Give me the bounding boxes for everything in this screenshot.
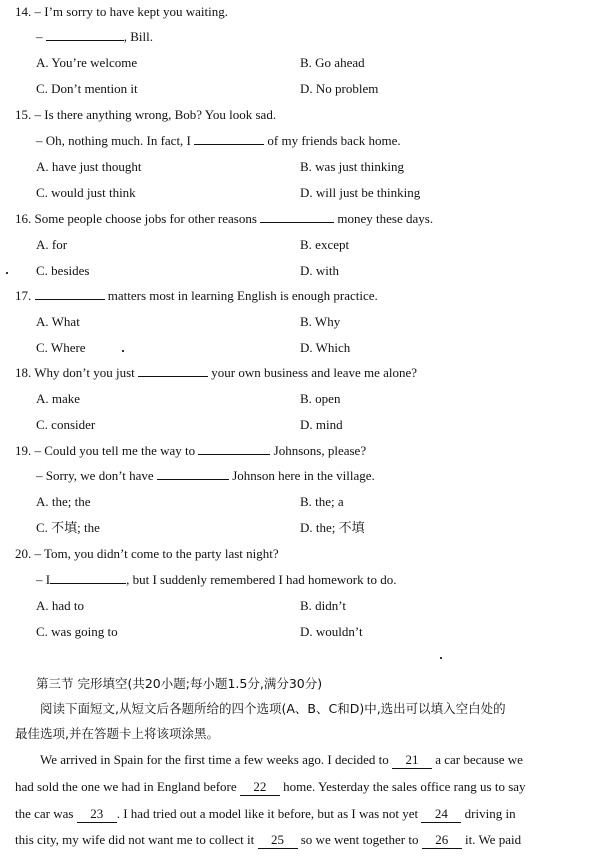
option-a: A. make xyxy=(36,391,81,406)
question-number: 20. xyxy=(15,546,32,561)
answer-blank xyxy=(198,443,270,455)
question-number: 19. xyxy=(15,443,32,458)
blank-25: 25 xyxy=(258,832,298,849)
option-a: A. for xyxy=(36,237,68,252)
option-c: C. 不填; the xyxy=(36,520,100,535)
option-c: C. besides xyxy=(36,263,90,278)
passage-text: so we went together to xyxy=(300,832,419,847)
option-d: D. will just be thinking xyxy=(300,185,421,200)
option-c: C. Where xyxy=(36,340,86,355)
question-19 xyxy=(15,443,366,459)
option-b: B. was just thinking xyxy=(300,159,405,174)
question-15 xyxy=(15,107,276,123)
question-prompt: – Is there anything wrong, Bob? You look sad. xyxy=(34,107,277,122)
passage-text: driving in xyxy=(464,806,516,821)
blank-22: 22 xyxy=(240,779,280,796)
reply-prefix: – Sorry, we don’t have xyxy=(36,468,154,483)
option-b: B. Why xyxy=(300,314,341,329)
option-d: D. wouldn’t xyxy=(300,624,363,639)
option-b: B. didn’t xyxy=(300,598,346,613)
section-instruction: 阅读下面短文,从短文后各题所给的四个选项(A、B、C和D)中,选出可以填入空白处的 xyxy=(40,701,506,716)
answer-blank xyxy=(35,288,105,300)
passage-text: We arrived in Spain for the first time a few weeks ago. I decided to xyxy=(40,752,389,767)
reply-suffix: of my friends back home. xyxy=(267,133,401,148)
option-d: D. the; 不填 xyxy=(300,520,365,535)
option-d: D. No problem xyxy=(300,81,379,96)
reply-suffix: , Bill. xyxy=(123,29,154,44)
question-number: 16. xyxy=(15,211,32,226)
question-prompt-suffix: your own business and leave me alone? xyxy=(211,365,418,380)
answer-blank xyxy=(138,365,208,377)
option-a: A. What xyxy=(36,314,80,329)
passage-text: it. We paid xyxy=(464,832,522,847)
question-prompt-suffix: money these days. xyxy=(337,211,434,226)
blank-23: 23 xyxy=(77,806,117,823)
answer-blank xyxy=(46,29,124,41)
reply-prefix: – Oh, nothing much. In fact, I xyxy=(36,133,191,148)
option-a: A. had to xyxy=(36,598,85,613)
passage-line-4 xyxy=(15,832,521,849)
question-20 xyxy=(15,546,279,562)
option-a: A. have just thought xyxy=(36,159,142,174)
option-c: C. would just think xyxy=(36,185,136,200)
question-14 xyxy=(15,4,228,20)
blank-26: 26 xyxy=(422,832,462,849)
passage-text: this city, my wife did not want me to collect it xyxy=(15,832,255,847)
blank-24: 24 xyxy=(421,806,461,823)
answer-blank xyxy=(157,468,229,480)
question-prompt: – I’m sorry to have kept you waiting. xyxy=(34,4,229,19)
passage-text: had sold the one we had in England before xyxy=(15,779,237,794)
reply-prefix: – xyxy=(36,29,43,44)
question-15-reply xyxy=(36,133,401,149)
scan-speck xyxy=(122,350,124,352)
question-14-reply xyxy=(36,29,153,45)
question-number: 15. xyxy=(15,107,32,122)
passage-text: a car because we xyxy=(435,752,523,767)
scan-speck xyxy=(6,272,8,274)
passage-line-1 xyxy=(40,752,523,769)
passage-line-3 xyxy=(15,806,516,823)
reply-suffix: Johnson here in the village. xyxy=(232,468,375,483)
answer-blank xyxy=(194,133,264,145)
question-19-reply xyxy=(36,468,375,484)
option-a: A. You’re welcome xyxy=(36,55,138,70)
question-prompt: – Tom, you didn’t come to the party last night? xyxy=(34,546,279,561)
question-prompt: Why don’t you just xyxy=(34,365,135,380)
passage-text: the car was xyxy=(15,806,74,821)
option-c: C. was going to xyxy=(36,624,118,639)
passage-text: home. Yesterday the sales office rang us to say xyxy=(283,779,526,794)
option-a: A. the; the xyxy=(36,494,91,509)
option-b: B. open xyxy=(300,391,341,406)
passage-text: . I had tried out a model like it before, but as I was not yet xyxy=(116,806,419,821)
option-d: D. with xyxy=(300,263,339,278)
section-instruction-continued: 最佳选项,并在答题卡上将该项涂黑。 xyxy=(15,726,219,741)
question-18 xyxy=(15,365,417,381)
option-b: B. except xyxy=(300,237,350,252)
question-17 xyxy=(15,288,378,304)
question-16 xyxy=(15,211,433,227)
option-c: C. Don’t mention it xyxy=(36,81,138,96)
question-20-reply xyxy=(36,572,397,588)
question-number: 17. xyxy=(15,288,32,303)
question-prompt: – Could you tell me the way to xyxy=(34,443,196,458)
option-c: C. consider xyxy=(36,417,96,432)
question-number: 14. xyxy=(15,4,32,19)
section-title: 第三节 完形填空(共20小题;每小题1.5分,满分30分) xyxy=(36,676,323,691)
option-d: D. mind xyxy=(300,417,343,432)
reply-prefix: – I xyxy=(36,572,51,587)
answer-blank xyxy=(50,572,126,584)
question-prompt: matters most in learning English is enough practice. xyxy=(107,288,378,303)
option-b: B. the; a xyxy=(300,494,344,509)
scan-speck xyxy=(440,657,442,659)
reply-suffix: , but I suddenly remembered I had homework to do. xyxy=(126,572,397,587)
passage-line-2 xyxy=(15,779,526,796)
question-prompt-suffix: Johnsons, please? xyxy=(273,443,367,458)
question-number: 18. xyxy=(15,365,32,380)
question-prompt: Some people choose jobs for other reasons xyxy=(34,211,257,226)
option-d: D. Which xyxy=(300,340,351,355)
answer-blank xyxy=(260,211,334,223)
option-b: B. Go ahead xyxy=(300,55,365,70)
blank-21: 21 xyxy=(392,752,432,769)
